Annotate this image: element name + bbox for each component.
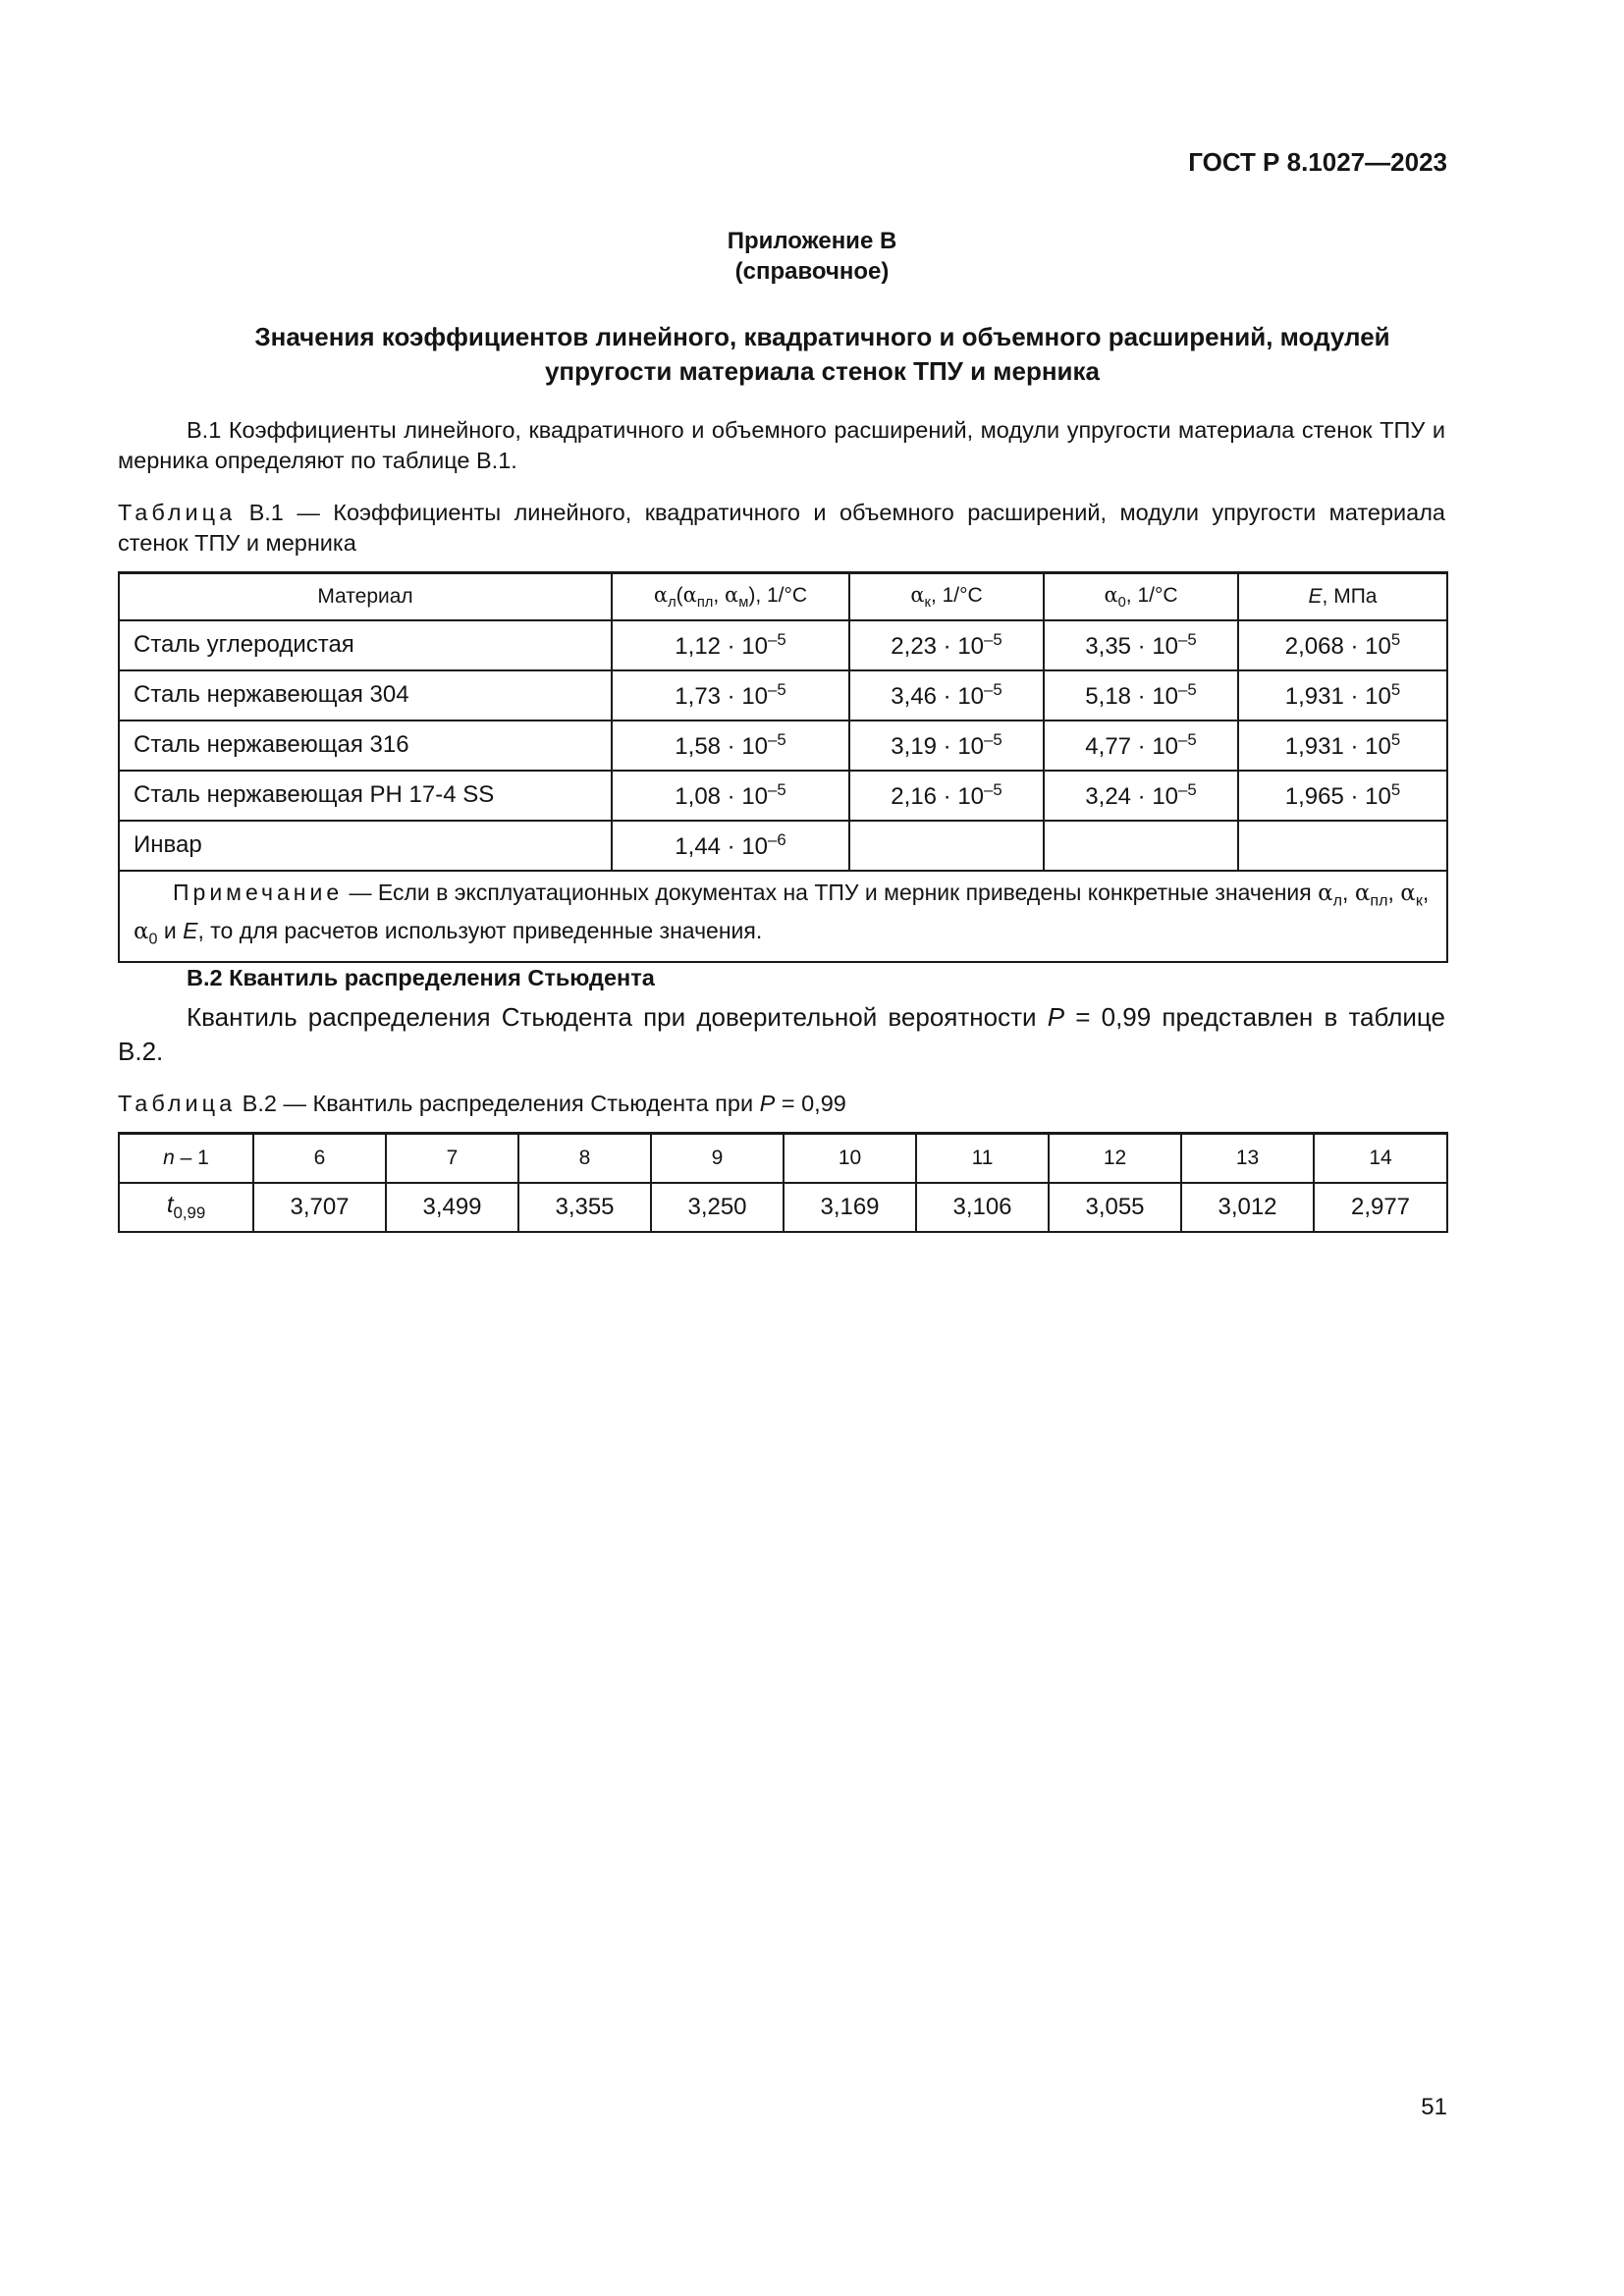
header-alpha-linear: $\alpha_л(\alpha_{пл}$, $\alpha_м$), 1/°C: [612, 573, 849, 620]
b2-paragraph: Квантиль распределения Стьюдента при доверительной вероятности P = 0,99 представлен в таблице В.2.: [118, 1002, 1445, 1066]
t-value-cell: 3,106: [916, 1183, 1049, 1232]
elastic-modulus-cell: [1238, 821, 1447, 871]
elastic-modulus-cell: $2,068 \cdot 10^5$: [1238, 620, 1447, 670]
elastic-modulus-cell: $1,965 \cdot 10^5$: [1238, 771, 1447, 821]
page-number: 51: [1421, 2094, 1447, 2120]
table1-caption: [118, 498, 1445, 559]
table1-note: Примечание — Если в эксплуатационных документах на ТПУ и мерник приведены конкретные значения $\alpha_л$, $\alpha_{пл}$, $\alpha_к$, $\alpha_0$ и E, то для расчетов используют приведенные значения.: [119, 871, 1447, 962]
section-heading: [147, 320, 1497, 389]
material-cell: Сталь углеродистая: [119, 620, 612, 670]
t-value-cell: 2,977: [1314, 1183, 1447, 1232]
appendix-title: Приложение В: [727, 228, 897, 254]
n-value-cell: 11: [916, 1134, 1049, 1183]
n-value-cell: 7: [386, 1134, 518, 1183]
header-alpha-quadratic: $\alpha_к$, 1/°C: [849, 573, 1044, 620]
elastic-modulus-cell: $1,931 \cdot 10^5$: [1238, 670, 1447, 721]
alpha-linear-cell: $1,12 \cdot 10^{-5}$: [612, 620, 849, 670]
elastic-modulus-cell: $1,931 \cdot 10^5$: [1238, 721, 1447, 771]
document-code: ГОСТ Р 8.1027—2023: [1188, 147, 1447, 177]
table-row: [119, 670, 1447, 721]
alpha-quadratic-cell: $3,19 \cdot 10^{-5}$: [849, 721, 1044, 771]
n-value-cell: 14: [1314, 1134, 1447, 1183]
material-cell: Сталь нержавеющая 304: [119, 670, 612, 721]
header-alpha-volume: $\alpha_0$, 1/°C: [1044, 573, 1238, 620]
alpha-volume-cell: $4,77 \cdot 10^{-5}$: [1044, 721, 1238, 771]
b1-paragraph: В.1 Коэффициенты линейного, квадратичного и объемного расширений, модули упругости материала стенок ТПУ и мерника определяют по таблице В.1.: [118, 417, 1445, 473]
n-value-cell: 8: [518, 1134, 651, 1183]
table-row: [119, 771, 1447, 821]
material-cell: Сталь нержавеющая PH 17-4 SS: [119, 771, 612, 821]
alpha-quadratic-cell: [849, 821, 1044, 871]
section-heading-line-1: Значения коэффициентов линейного, квадратичного и объемного расширений, модулей: [254, 322, 1390, 351]
student-quantile-table: [118, 1132, 1448, 1233]
alpha-quadratic-cell: $2,16 \cdot 10^{-5}$: [849, 771, 1044, 821]
alpha-volume-cell: $3,35 \cdot 10^{-5}$: [1044, 620, 1238, 670]
alpha-volume-cell: $5,18 \cdot 10^{-5}$: [1044, 670, 1238, 721]
alpha-volume-cell: [1044, 821, 1238, 871]
alpha-linear-cell: $1,58 \cdot 10^{-5}$: [612, 721, 849, 771]
table-row: [119, 821, 1447, 871]
table-row: [119, 620, 1447, 670]
row-label-n: n – 1: [119, 1134, 253, 1183]
n-value-cell: 6: [253, 1134, 386, 1183]
material-cell: Сталь нержавеющая 316: [119, 721, 612, 771]
n-value-cell: 9: [651, 1134, 784, 1183]
alpha-quadratic-cell: $2,23 \cdot 10^{-5}$: [849, 620, 1044, 670]
header-material: Материал: [119, 573, 612, 620]
alpha-linear-cell: $1,44 \cdot 10^{-6}$: [612, 821, 849, 871]
t-value-cell: 3,707: [253, 1183, 386, 1232]
table1-note-row: [119, 871, 1447, 962]
t-value-cell: 3,169: [784, 1183, 916, 1232]
t-value-cell: 3,012: [1181, 1183, 1314, 1232]
t-value-cell: 3,355: [518, 1183, 651, 1232]
n-value-cell: 12: [1049, 1134, 1181, 1183]
table-row: [119, 721, 1447, 771]
appendix-subtitle: (справочное): [734, 258, 890, 285]
n-value-cell: 10: [784, 1134, 916, 1183]
alpha-quadratic-cell: $3,46 \cdot 10^{-5}$: [849, 670, 1044, 721]
table1-header-row: [119, 573, 1447, 620]
alpha-linear-cell: $1,73 \cdot 10^{-5}$: [612, 670, 849, 721]
t-value-cell: 3,250: [651, 1183, 784, 1232]
header-elastic-modulus: E, МПа: [1238, 573, 1447, 620]
t-value-cell: 3,499: [386, 1183, 518, 1232]
table1-caption-prefix: Таблица: [118, 500, 237, 525]
t-value-cell: 3,055: [1049, 1183, 1181, 1232]
degrees-of-freedom-row: [119, 1134, 1447, 1183]
n-value-cell: 13: [1181, 1134, 1314, 1183]
row-label-t: $t_{0,99}$: [119, 1183, 253, 1232]
alpha-linear-cell: $1,08 \cdot 10^{-5}$: [612, 771, 849, 821]
b2-title: В.2 Квантиль распределения Стьюдента: [187, 965, 655, 990]
table2-caption-prefix: Таблица: [118, 1091, 237, 1116]
alpha-volume-cell: $3,24 \cdot 10^{-5}$: [1044, 771, 1238, 821]
note-label: Примечание: [173, 879, 344, 905]
quantile-row: [119, 1183, 1447, 1232]
coefficients-table: [118, 571, 1448, 963]
table2-caption: Таблица В.2 — Квантиль распределения Стьюдента при P = 0,99: [118, 1091, 846, 1116]
table1-caption-text: В.1 — Коэффициенты линейного, квадратичного и объемного расширений, модули упругости материала стенок ТПУ и мерника: [118, 500, 1445, 556]
material-cell: Инвар: [119, 821, 612, 871]
section-heading-line-2: упругости материала стенок ТПУ и мерника: [544, 356, 1101, 386]
